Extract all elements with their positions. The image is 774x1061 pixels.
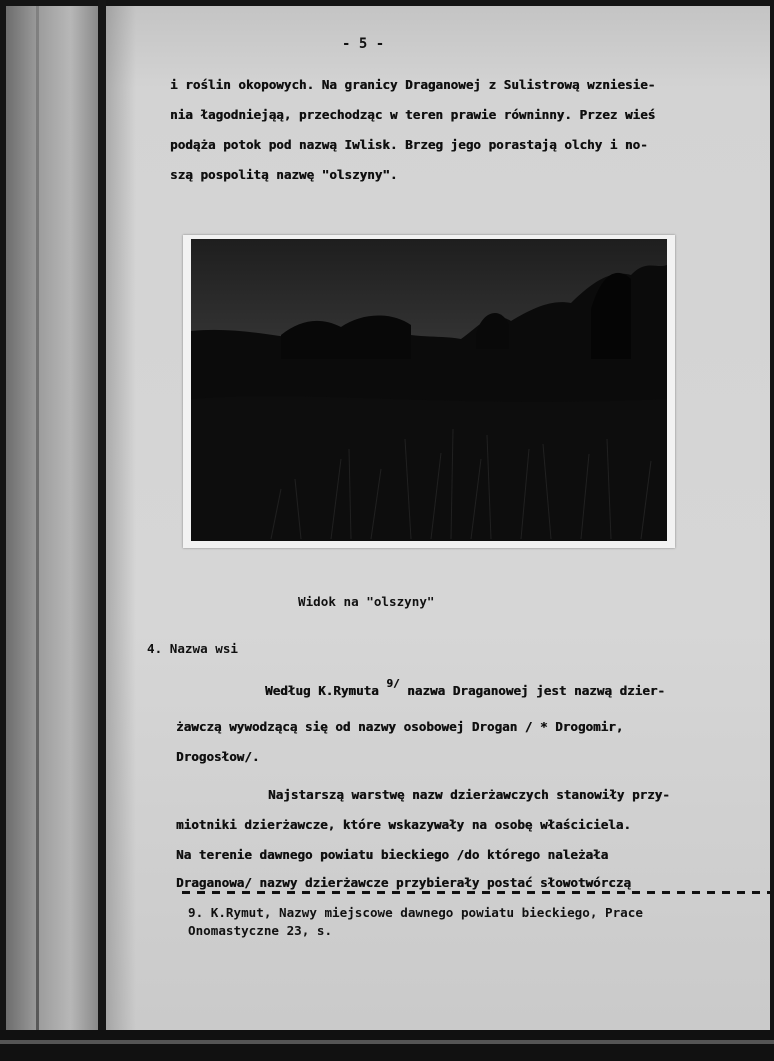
text-run: nazwa Draganowej jest nazwą dzier- (407, 683, 665, 698)
text-run: Według K.Rymuta (265, 683, 379, 698)
footnote-separator (182, 891, 770, 894)
photo-caption: Widok na "olszyny" (298, 594, 435, 609)
paragraph-line: Draganowa/ nazwy dzierżawcze przybierały postać słowotwórczą (176, 875, 631, 890)
left-page-edge (6, 6, 98, 1030)
footnote-reference: 9/ (386, 677, 400, 690)
book-gutter (98, 0, 106, 1040)
page-number: - 5 - (342, 36, 385, 52)
paragraph-line: i roślin okopowych. Na granicy Draganowej z Sulistrową wzniesie- (170, 77, 656, 92)
footnote-line: 9. K.Rymut, Nazwy miejscowe dawnego powiatu bieckiego, Prace (188, 905, 643, 920)
paragraph-line: szą pospolitą nazwę "olszyny". (170, 167, 398, 182)
scan-edge-strip (0, 1040, 774, 1044)
paragraph-line: nia łagodniejąą, przechodząc w teren prawie równinny. Przez wieś (170, 107, 656, 122)
landscape-photo (183, 235, 675, 548)
scan-bottom-edge (0, 1030, 774, 1061)
paragraph-line (265, 677, 665, 703)
paragraph-line: podąża potok pod nazwą Iwlisk. Brzeg jego porastają olchy i no- (170, 137, 648, 152)
page-crease (36, 6, 39, 1030)
paragraph-line: miotniki dzierżawcze, które wskazywały na osobę właściciela. (176, 817, 631, 832)
paragraph-line: żawczą wywodzącą się od nazwy osobowej Drogan / * Drogomir, (176, 719, 624, 734)
paragraph-line: Drogosłow/. (176, 749, 260, 764)
paragraph-line: Najstarszą warstwę nazw dzierżawczych stanowiły przy- (268, 787, 670, 802)
photo-image (191, 239, 667, 541)
section-heading: 4. Nazwa wsi (147, 641, 238, 656)
paragraph-line: Na terenie dawnego powiatu bieckiego /do którego należała (176, 847, 609, 862)
footnote-line: Onomastyczne 23, s. (188, 923, 333, 938)
